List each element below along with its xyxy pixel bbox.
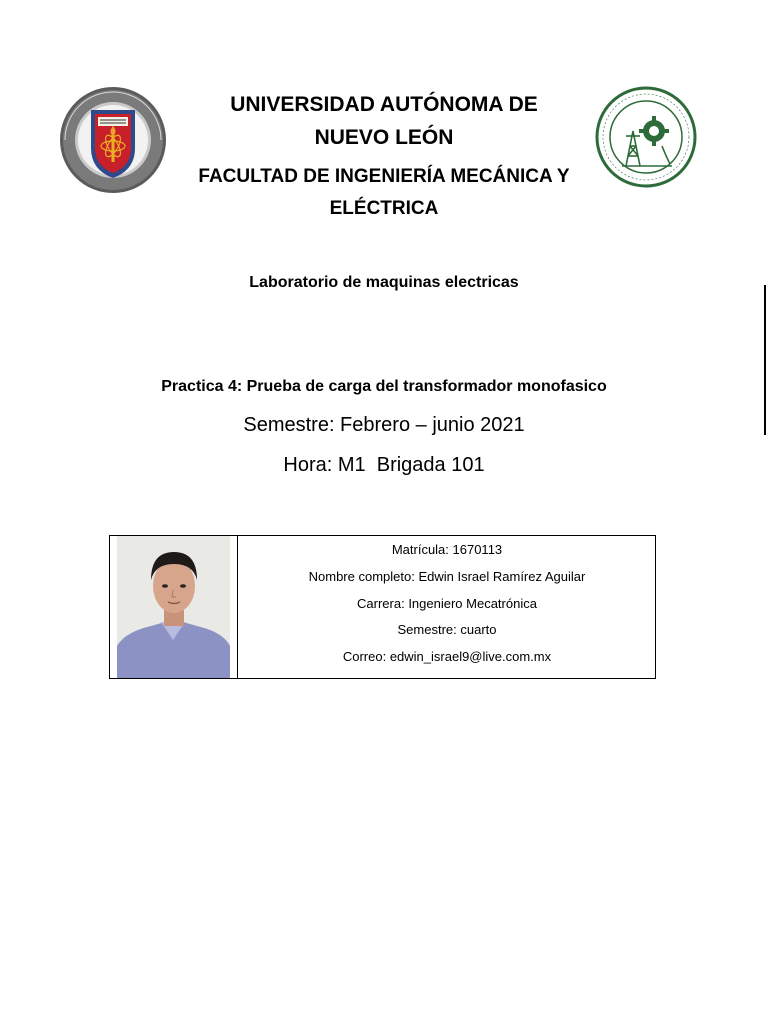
page-edge-divider [764,285,766,435]
lab-name: Laboratorio de maquinas electricas [249,274,519,291]
fime-seal-logo [592,86,700,188]
semester-line: Semestre: Febrero – junio 2021 [243,414,525,436]
photo-cell [110,536,238,678]
faculty-title-line1: FACULTAD DE INGENIERÍA MECÁNICA Y [198,166,570,187]
university-title-line1: UNIVERSIDAD AUTÓNOMA DE [230,93,538,116]
faculty-title-line2: ELÉCTRICA [329,198,439,219]
faculty-title [160,161,608,225]
hora-line: Hora: M1 Brigada 101 [283,454,485,476]
info-cell [238,536,656,678]
semestre-text: Semestre: cuarto [397,622,497,637]
university-title [160,88,608,154]
student-info-table [109,535,656,679]
carrera-text: Carrera: Ingeniero Mecatrónica [357,596,537,611]
correo-text: Correo: edwin_israel9@live.com.mx [342,649,552,664]
university-title-line2: NUEVO LEÓN [314,126,454,149]
practice-title: Practica 4: Prueba de carga del transformador monofasico [161,378,607,395]
uanl-seal-logo [58,86,168,194]
matricula-text: Matrícula: 1670113 [391,542,503,557]
nombre-text: Nombre completo: Edwin Israel Ramírez Aguilar [308,569,586,584]
student-photo [117,536,230,678]
